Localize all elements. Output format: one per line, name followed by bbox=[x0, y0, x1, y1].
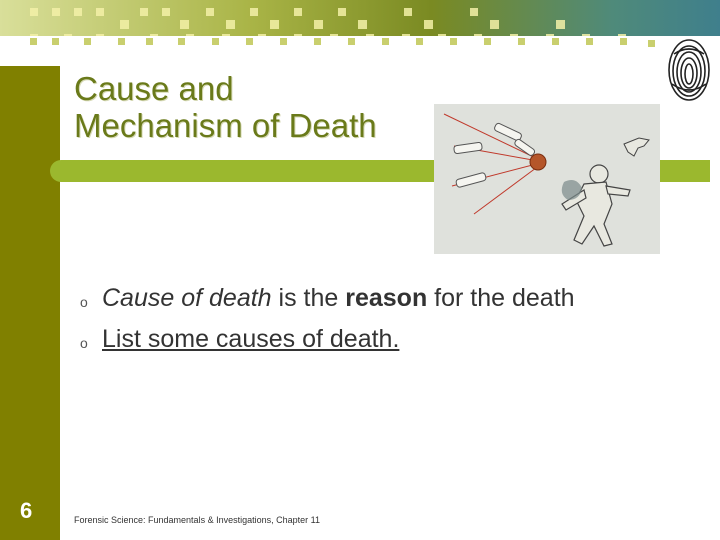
bullet-text bbox=[102, 284, 575, 313]
title-line-2: Mechanism of Death bbox=[74, 107, 377, 144]
bullet-list bbox=[80, 284, 680, 366]
plain-text: for the death bbox=[427, 284, 575, 312]
bold-text: reason bbox=[345, 284, 428, 312]
emphasis-text: Cause of death bbox=[102, 284, 272, 312]
header-dot-row bbox=[0, 36, 720, 66]
slide-title bbox=[74, 70, 434, 144]
bullet-marker: o bbox=[80, 294, 88, 310]
bullet-marker: o bbox=[80, 335, 88, 351]
header-gap bbox=[0, 36, 720, 66]
crime-scene-illustration bbox=[434, 104, 660, 254]
plain-text: is the bbox=[271, 284, 346, 312]
left-accent-bar bbox=[0, 66, 60, 540]
slide-number: 6 bbox=[20, 498, 33, 523]
causes-link[interactable]: List some causes of death. bbox=[102, 325, 400, 353]
fingerprint-icon bbox=[664, 34, 714, 104]
list-item bbox=[80, 325, 680, 366]
list-item bbox=[80, 284, 680, 325]
footer-text: Forensic Science: Fundamentals & Investigations, Chapter 11 bbox=[74, 515, 320, 525]
title-line-1: Cause and bbox=[74, 70, 234, 107]
